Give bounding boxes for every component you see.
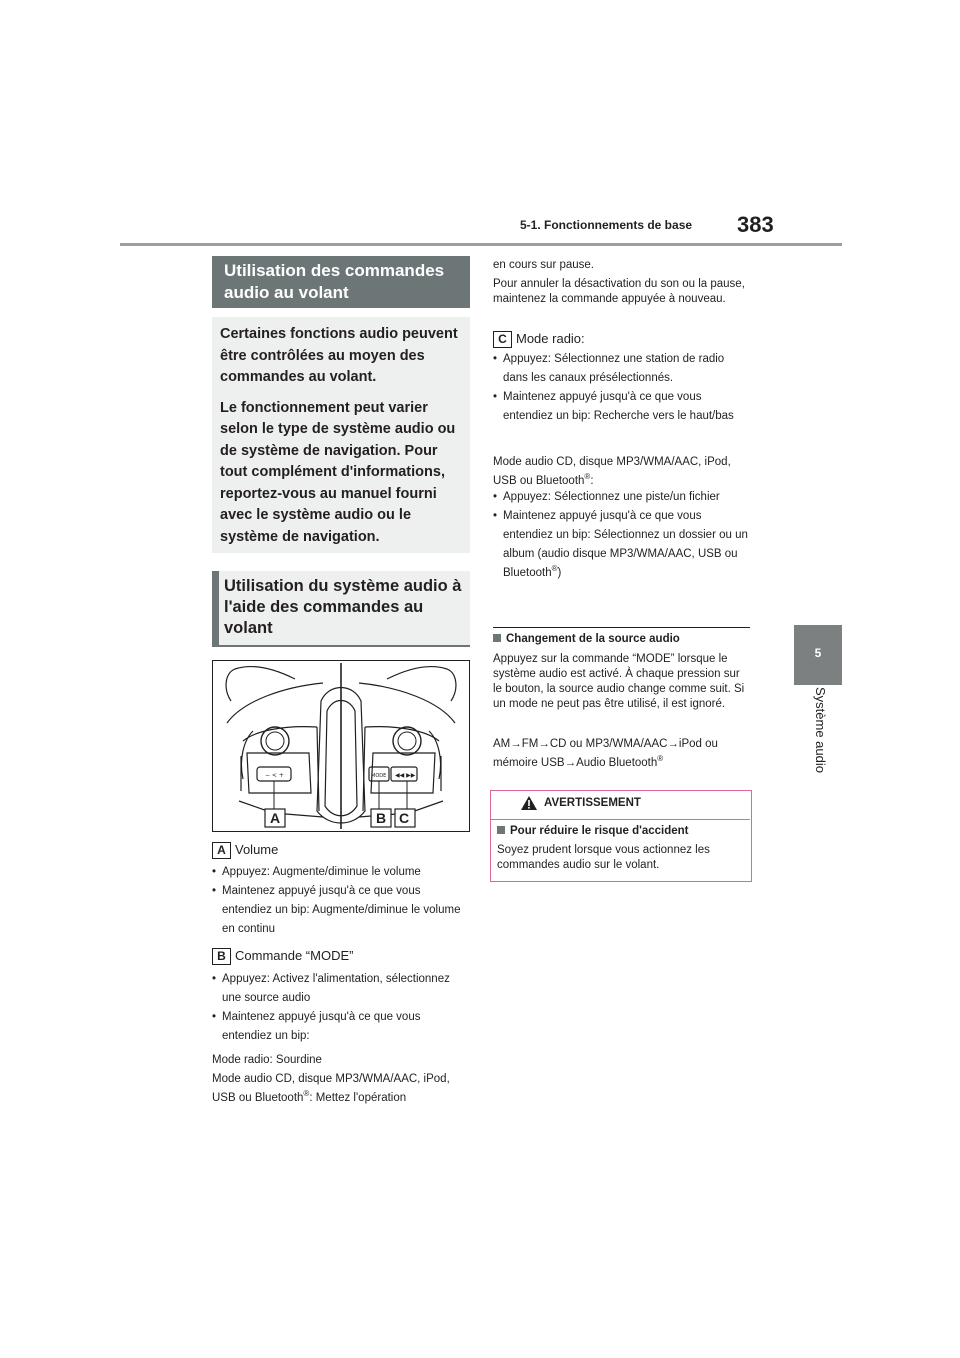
svg-text:◀◀ ▶▶: ◀◀ ▶▶ (395, 772, 416, 779)
square-bullet-icon (497, 826, 505, 834)
label-a-badge: A (212, 842, 231, 859)
square-bullet-icon (493, 634, 501, 642)
source-flow: AM→FM→CD ou MP3/WMA/AAC→iPod ou mémoire USB→Audio Bluetooth® (493, 738, 718, 769)
heading-accent-bar (212, 571, 219, 645)
continued-text (493, 258, 745, 307)
section-c-heading (493, 331, 585, 348)
intro-paragraph-2: Le fonctionnement peut varier selon le type de système audio ou de système de navigation. Pour tout complément d'informations, reportez-vous au manuel fourni avec le système audio ou le système de navigation. (220, 399, 456, 545)
section-b-modes (212, 1051, 474, 1108)
intro-paragraph-1: Certaines fonctions audio peuvent être contrôlées au moyen des commandes au volant. (220, 326, 458, 385)
source-heading: Changement de la source audio (493, 633, 680, 645)
intro-text (220, 324, 465, 557)
list-item: • Appuyez: Sélectionnez une station de radio dans les canaux présélectionnés. (493, 350, 751, 388)
label-b-badge: B (212, 948, 231, 965)
mode-button-label: MODE (371, 773, 387, 779)
section-b-title: Commande “MODE” (235, 948, 354, 963)
section-rule (493, 627, 750, 628)
steering-wheel-illustration (213, 661, 469, 831)
heading-utilisation: Utilisation du système audio à l'aide des commandes au volant (224, 577, 462, 637)
cd-mode-intro: Mode audio CD, disque MP3/WMA/AAC, iPod, USB ou Bluetooth®: (493, 456, 731, 487)
continued-paragraph-1: en cours sur pause. (493, 259, 595, 271)
section-c-title: Mode radio: (516, 331, 585, 346)
chapter-label: Système audio (813, 687, 828, 773)
label-c-badge: C (493, 331, 512, 348)
warning-title: AVERTISSEMENT (544, 797, 641, 809)
warning-subtitle: Pour réduire le risque d'accident (497, 825, 688, 837)
steering-wheel-figure (212, 660, 470, 832)
source-text: Appuyez sur la commande “MODE” lorsque le système audio est activé. À chaque pression sur le bouton, la source audio change comme suit. Si un mode ne peut pas être utilisé, il est ignoré. (493, 653, 745, 710)
list-item: • Maintenez appuyé jusqu'à ce que vous entendiez un bip: Sélectionnez un dossier ou un album (audio disque MP3/WMA/AAC, USB ou Bluetooth®) (493, 507, 751, 583)
section-a-heading (212, 842, 278, 859)
list-item: • Maintenez appuyé jusqu'à ce que vous entendiez un bip: Augmente/diminue le volume en continu (212, 882, 470, 939)
section-title: 5-1. Fonctionnements de base (520, 218, 693, 232)
section-a-title: Volume (235, 842, 279, 857)
heading-box-commandes (212, 256, 470, 308)
warning-triangle-icon (520, 795, 538, 816)
section-b-heading (212, 948, 353, 965)
continued-paragraph-2: Pour annuler la désactivation du son ou la pause, maintenez la commande appuyée à nouveau. (493, 278, 745, 305)
list-item: • Maintenez appuyé jusqu'à ce que vous entendiez un bip: (212, 1008, 470, 1046)
section-a-list (212, 863, 470, 939)
cd-mode-text: Mode audio CD, disque MP3/WMA/AAC, iPod, USB ou Bluetooth®: Mettez l'opération (212, 1073, 450, 1104)
chapter-number: 5 (814, 646, 822, 660)
figure-callout-a: A (270, 810, 281, 826)
section-b-list (212, 970, 470, 1046)
header-rule (120, 243, 842, 246)
warning-text: Soyez prudent lorsque vous actionnez les commandes audio sur le volant. (497, 844, 710, 871)
radio-mode-text: Mode radio: Sourdine (212, 1054, 322, 1066)
cd-mode-list (493, 488, 751, 583)
figure-callout-b: B (376, 810, 387, 826)
list-item: • Appuyez: Augmente/diminue le volume (212, 863, 470, 882)
heading-commandes: Utilisation des commandes audio au volant (224, 261, 445, 302)
section-c-list (493, 350, 751, 426)
list-item: • Appuyez: Sélectionnez une piste/un fichier (493, 488, 751, 507)
page-number: 383 (737, 212, 774, 237)
list-item: • Maintenez appuyé jusqu'à ce que vous entendiez un bip: Recherche vers le haut/bas (493, 388, 751, 426)
svg-text:− < +: − < + (265, 772, 284, 779)
figure-callout-c: C (399, 810, 410, 826)
list-item: • Appuyez: Activez l'alimentation, sélectionnez une source audio (212, 970, 470, 1008)
